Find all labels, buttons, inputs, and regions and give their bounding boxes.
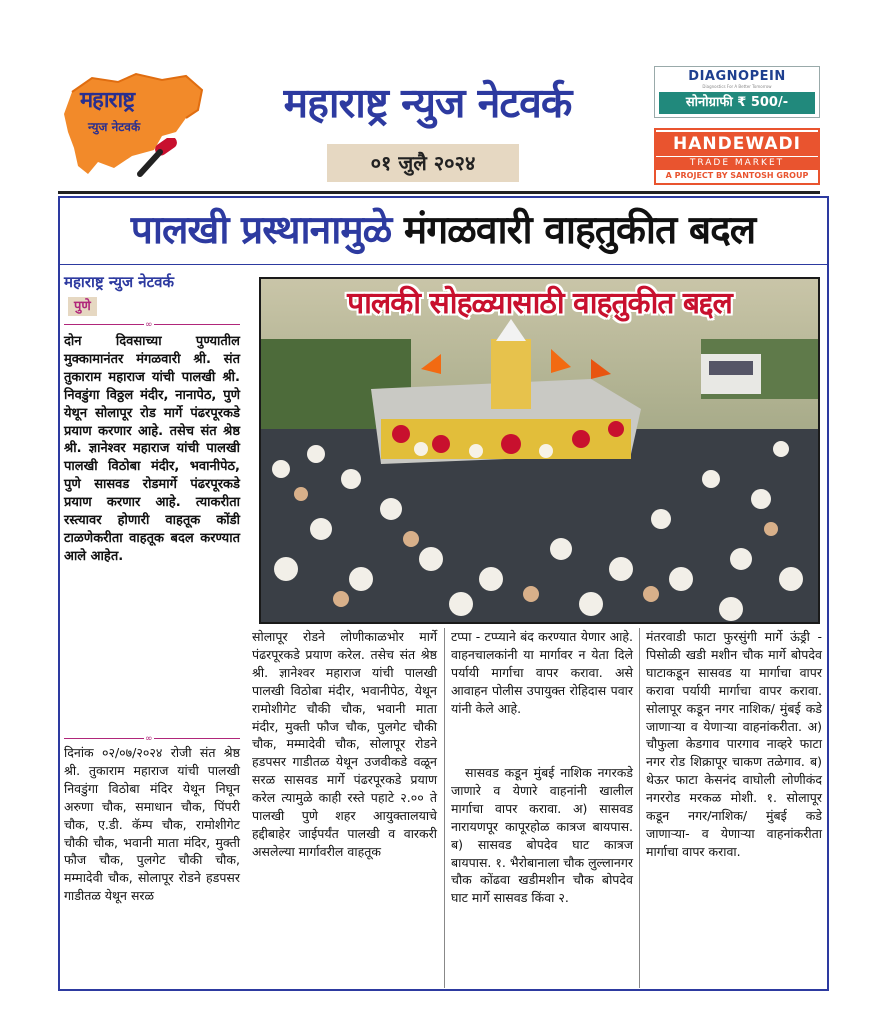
dateline-city: पुणे	[68, 297, 97, 316]
article-column-1: दिनांक ०२/०७/२०२४ रोजी संत श्रेष्ठ श्री. तुकाराम महाराज यांची पालखी निवडुंगा विठोबा मंदिर येथून निघून अरुणा चौक, समाधान चौक, पिंपरी चौक, ए.डी. कॅम्प चौक, रामोशीगेट चौकी चौक, भवानी माता मंदिर, मुक्ती फौज चौक, पुलगेट चौकी चौक, मम्मादेवी चौक, सोलापूर रोडने हडपसर गाडीतळ येथून सरळ	[64, 745, 240, 904]
ornament-divider: ∞	[64, 320, 240, 330]
column-divider	[444, 628, 445, 988]
article-column-4: मंतरवाडी फाटा फुरसुंगी मार्गे ऊंड्री - पिसोळी खडी मशीन चौक मार्गे बोपदेव घाटाकडून सासवड या मार्गाचा वापर करावा पर्यायी मार्गाचा वापर करावा. सोलापूर कडून नगर नाशिक/ मुंबई कडे जाणाऱ्या व येणाऱ्या वाहनांकरीता. अ) चौफुला केडगाव पारगाव नाव्हरे फाटा नगर रोड शिक्रापूर चाकण तळेगाव. ब) थेऊर फाटा केसनंद वाघोली लोणीकंद नगररोड मरकळ मोशी. १. सोलापूर कडून नगर/नाशिक/ मुंबई कडे जाणाऱ्या- व येणाऱ्या वाहनांकरीता मार्गाचा वापर करावा.	[646, 629, 822, 859]
column-divider	[639, 628, 640, 988]
diagnopein-tagline: Diagnostics For A Better Tomorrow	[702, 84, 772, 89]
byline: महाराष्ट्र न्युज नेटवर्क	[64, 273, 175, 291]
headline-part-black: मंगळवारी वाहतुकीत बदल	[403, 208, 756, 253]
headline-part-blue: पालखी प्रस्थानामुळे	[130, 208, 392, 253]
article-headline	[62, 202, 824, 255]
logo-title: महाराष्ट्र	[80, 88, 135, 113]
logo-subtitle: न्युज नेटवर्क	[88, 120, 141, 134]
article-column-3: टप्पा - टप्प्याने बंद करण्यात येणार आहे. वाहनचालकांनी या मार्गावर न येता दिले पर्यायी मार्गाचा वापर करावा. असे आवाहन पोलीस उपायुक्त रोहिदास पवार यांनी केले आहे.	[451, 629, 633, 716]
handewadi-subtitle: TRADE MARKET	[656, 157, 818, 170]
newspaper-logo	[58, 70, 208, 180]
photo-caption: पालकी सोहळ्यासाठी वाहतुकीत बद्दल	[347, 286, 732, 321]
article-column-3b: सासवड कडून मुंबई नाशिक नगरकडे जाणारे व येणारे वाहनांनी खालील मार्गाचा वापर करावा. अ) सासवड नारायणपूर कापूरहोळ कात्रज बायपास. ब) सासवड बोपदेव घाट कात्रज बायपास. १. भैरोबानाला चौक लुल्लानगर चौक कोंढवा खडीमशीन चौक बोपदेव घाट मार्गे सासवड किंवा २.	[451, 765, 633, 906]
issue-date: ०१ जुलै २०२४	[327, 144, 519, 182]
masthead-divider	[58, 191, 820, 194]
article-column-2: सोलापूर रोडने लोणीकाळभोर मार्गे पंढरपूरकडे प्रयाण करेल. तसेच संत श्रेष्ठ श्री. ज्ञानेश्वर महाराज यांची पालखी पालखी विठोबा मंदीर, भवानीपेठ, येथून रामोशीगेट चौकी चौक, भवानी माता मंदीर, मुक्ती फौज चौक, पुलगेट चौकी चौक, मम्मादेवी चौक, सोलापूर रोडने हडपसर गाडीतळ येथून उजवीकडे वळून सरळ सासवड मार्गे पंढरपूरकडे प्रयाण करेल त्यामुळे काही रस्ते पहाटे २.०० ते पालखी पुणे शहर आयुक्तालयाचे हद्दीबाहेर जाईपर्यंत पालखी व वारकरी असलेल्या मार्गावरील वाहतूक	[252, 629, 437, 859]
paper-title: महाराष्ट्र न्युज नेटवर्क	[283, 79, 572, 127]
headline-divider	[60, 264, 827, 265]
diagnopein-ad[interactable]	[654, 66, 820, 118]
handewadi-ad[interactable]	[654, 128, 820, 185]
ornament-divider: ∞	[64, 734, 240, 744]
microphone-icon	[136, 138, 182, 178]
palkhi-photo	[259, 277, 820, 624]
diagnopein-brand: DIAGNOPEIN	[688, 69, 786, 84]
handewadi-group: A PROJECT BY SANTOSH GROUP	[665, 171, 809, 180]
palkhi-procession-image	[261, 279, 818, 622]
article-lead: दोन दिवसाच्या पुण्यातील मुक्कामानंतर मंगळवारी श्री. संत तुकाराम महाराज यांची पालखी श्री. निवडुंगा विठ्ठल मंदीर, नानापेठ, पुणे येथून सोलापूर रोड मार्गे पंढरपूरकडे प्रयाण करणार आहे. तसेच संत श्रेष्ठ श्री. ज्ञानेश्वर महाराज यांची पालखी पालखी विठोबा मंदीर, भवानीपेठ, पुणे सासवड रोडमार्गे पंढरपूरकडे प्रयाण करणार आहे. त्याकरीता रस्त्यावर होणारी वाहतूक कोंडी टाळणेकरीता वाहतूक बदल करण्यात आले आहेत.	[64, 334, 240, 564]
diagnopein-offer: सोनोग्राफी ₹ 500/-	[659, 92, 815, 114]
handewadi-name: HANDEWADI	[656, 132, 818, 156]
